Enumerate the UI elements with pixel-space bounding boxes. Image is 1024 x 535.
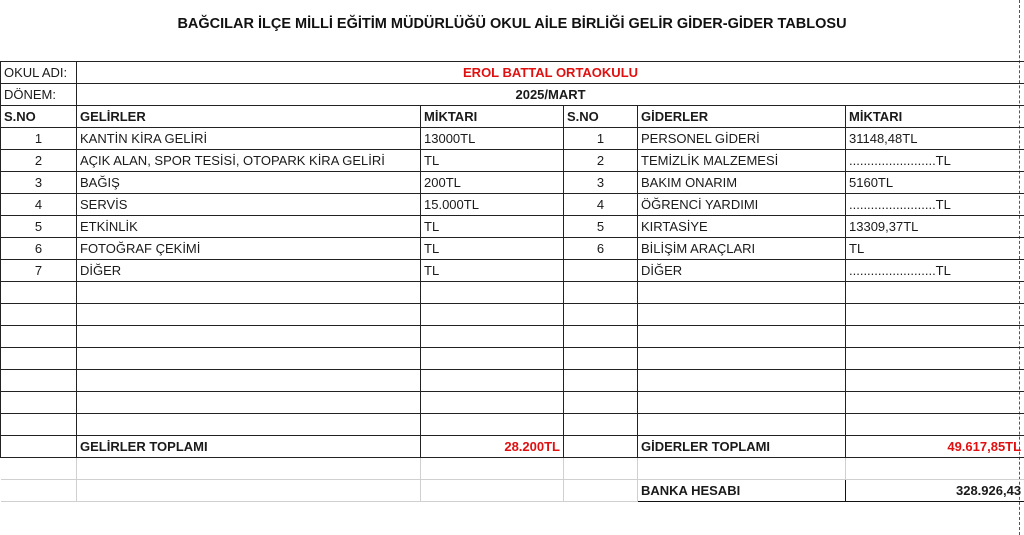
header-sno-income: S.NO	[1, 106, 77, 128]
period-label: DÖNEM:	[1, 84, 77, 106]
table-row	[1, 172, 1024, 194]
income-name: FOTOĞRAF ÇEKİMİ	[77, 238, 421, 260]
income-name: KANTİN KİRA GELİRİ	[77, 128, 421, 150]
table-row	[1, 260, 1024, 282]
income-no: 5	[1, 216, 77, 238]
income-amount: 15.000TL	[421, 194, 564, 216]
expense-no: 3	[564, 172, 638, 194]
table-row	[1, 238, 1024, 260]
bank-value: 328.926,43	[846, 480, 1024, 502]
expense-name: ÖĞRENCİ YARDIMI	[638, 194, 846, 216]
income-amount: 200TL	[421, 172, 564, 194]
expense-amount: 5160TL	[846, 172, 1024, 194]
expense-no: 6	[564, 238, 638, 260]
income-name: DİĞER	[77, 260, 421, 282]
empty-row	[1, 392, 1024, 414]
income-no: 2	[1, 150, 77, 172]
income-name: SERVİS	[77, 194, 421, 216]
header-sno-expense: S.NO	[564, 106, 638, 128]
income-name: ETKİNLİK	[77, 216, 421, 238]
empty-row	[1, 326, 1024, 348]
income-total-label: GELİRLER TOPLAMI	[77, 436, 421, 458]
expense-amount: 13309,37TL	[846, 216, 1024, 238]
expense-name: KIRTASİYE	[638, 216, 846, 238]
income-total-value: 28.200TL	[421, 436, 564, 458]
table-row	[1, 216, 1024, 238]
header-expense-amount: MİKTARI	[846, 106, 1024, 128]
income-amount: 13000TL	[421, 128, 564, 150]
expense-name: DİĞER	[638, 260, 846, 282]
income-name: AÇIK ALAN, SPOR TESİSİ, OTOPARK KİRA GELİRİ	[77, 150, 421, 172]
totals-row	[1, 436, 1024, 458]
period-row	[1, 84, 1024, 106]
income-amount: TL	[421, 260, 564, 282]
school-name: EROL BATTAL ORTAOKULU	[77, 62, 1024, 84]
header-expense: GİDERLER	[638, 106, 846, 128]
income-no: 1	[1, 128, 77, 150]
expense-name: PERSONEL GİDERİ	[638, 128, 846, 150]
income-amount: TL	[421, 238, 564, 260]
expense-amount: ........................TL	[846, 260, 1024, 282]
empty-row	[1, 304, 1024, 326]
income-amount: TL	[421, 216, 564, 238]
income-amount: TL	[421, 150, 564, 172]
income-expense-table	[0, 61, 1024, 502]
header-row	[1, 106, 1024, 128]
expense-total-label: GİDERLER TOPLAMI	[638, 436, 846, 458]
period-value: 2025/MART	[77, 84, 1024, 106]
table-row	[1, 128, 1024, 150]
income-name: BAĞIŞ	[77, 172, 421, 194]
expense-amount: TL	[846, 238, 1024, 260]
expense-no: 1	[564, 128, 638, 150]
expense-no	[564, 260, 638, 282]
table-row	[1, 194, 1024, 216]
expense-amount: 31148,48TL	[846, 128, 1024, 150]
expense-name: BAKIM ONARIM	[638, 172, 846, 194]
expense-no: 5	[564, 216, 638, 238]
expense-no: 4	[564, 194, 638, 216]
empty-row	[1, 282, 1024, 304]
school-label: OKUL ADI:	[1, 62, 77, 84]
page-title: BAĞCILAR İLÇE MİLLİ EĞİTİM MÜDÜRLÜĞÜ OKUL AİLE BİRLİĞİ GELİR GİDER-GİDER TABLOSU	[177, 16, 847, 32]
income-no: 7	[1, 260, 77, 282]
expense-no: 2	[564, 150, 638, 172]
empty-row	[1, 348, 1024, 370]
school-row	[1, 62, 1024, 84]
income-no: 6	[1, 238, 77, 260]
expense-amount: ........................TL	[846, 150, 1024, 172]
empty-row	[1, 414, 1024, 436]
header-income-amount: MİKTARI	[421, 106, 564, 128]
bank-row	[1, 480, 1024, 502]
income-no: 3	[1, 172, 77, 194]
expense-name: TEMİZLİK MALZEMESİ	[638, 150, 846, 172]
empty-row	[1, 370, 1024, 392]
bank-label: BANKA HESABI	[638, 480, 846, 502]
header-income: GELİRLER	[77, 106, 421, 128]
table-row	[1, 150, 1024, 172]
expense-total-value: 49.617,85TL	[846, 436, 1024, 458]
expense-name: BİLİŞİM ARAÇLARI	[638, 238, 846, 260]
spacer-row	[1, 458, 1024, 480]
expense-amount: ........................TL	[846, 194, 1024, 216]
income-no: 4	[1, 194, 77, 216]
